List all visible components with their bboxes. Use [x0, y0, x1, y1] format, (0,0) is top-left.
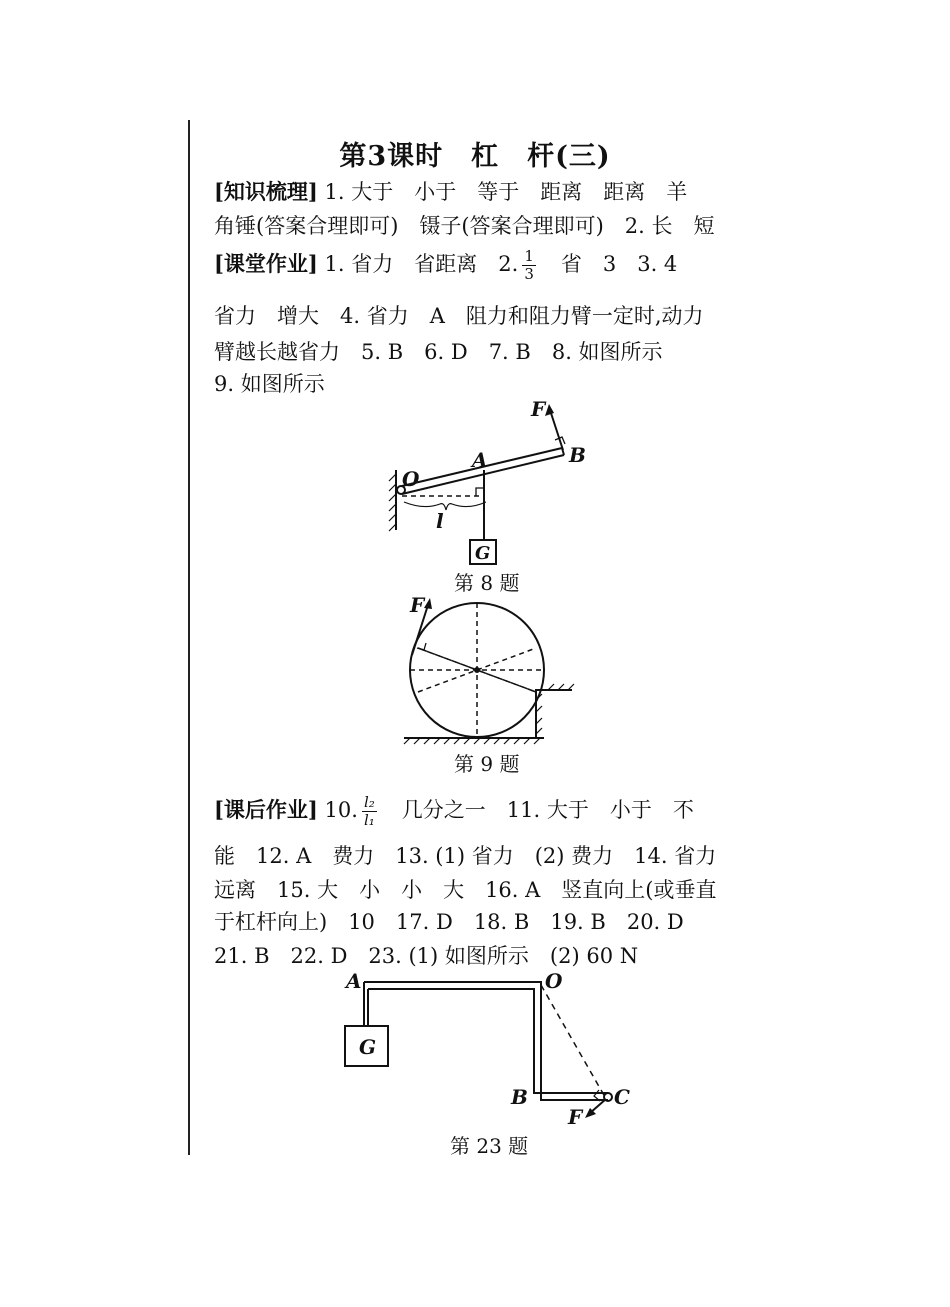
ketang-line-3: 臂越长越省力 5. B 6. D 7. B 8. 如图所示 [214, 340, 663, 364]
lesson-title: 第3课时 杠 杆(三) [339, 141, 611, 172]
kehou-line-2: 能 12. A 费力 13. (1) 省力 (2) 费力 14. 省力 [214, 844, 717, 868]
fig8-label-B: B [569, 443, 586, 467]
fig23-rod-inner [368, 989, 608, 1093]
ketang-text-a: 1. 省力 省距离 2. [317, 252, 519, 276]
ketang-text-b: 省 3 3. 4 [539, 252, 678, 276]
zhishi-tag: [知识梳理] [214, 179, 318, 204]
fig9-caption: 第 9 题 [454, 752, 520, 776]
fig23-label-A: A [346, 969, 362, 993]
kehou-line-3: 远离 15. 大 小 小 大 16. A 竖直向上(或垂直 [214, 878, 717, 902]
fig23-label-F: F [568, 1105, 583, 1129]
kehou-text-b: 几分之一 11. 大于 小于 不 [380, 798, 694, 822]
kehou-frac-num: l₂ [363, 793, 375, 811]
fig23-label-O: O [545, 969, 563, 993]
zhishi-text-1: 1. 大于 小于 等于 距离 距离 羊 [317, 180, 688, 204]
fig8-label-l: l [436, 509, 444, 533]
fig8-label-A: A [472, 448, 488, 472]
fig23-rod-outer [364, 982, 608, 1100]
fig23-label-C: C [614, 1085, 630, 1109]
ketang-frac-den: 3 [524, 265, 534, 283]
fig8-label-F: F [531, 397, 546, 421]
ketang-line-4: 9. 如图所示 [214, 372, 325, 396]
fig23-caption: 第 23 题 [450, 1134, 529, 1158]
fig8-label-G: G [475, 543, 491, 564]
zhishi-line-2: 角锤(答案合理即可) 镊子(答案合理即可) 2. 长 短 [214, 214, 715, 238]
fig9-label-F: F [410, 593, 425, 617]
ketang-tag: [课堂作业] [214, 251, 318, 276]
fig23-label-G: G [359, 1035, 377, 1059]
kehou-line-4: 于杠杆向上) 10 17. D 18. B 19. B 20. D [214, 910, 684, 934]
ketang-frac-num: 1 [524, 247, 534, 265]
kehou-tag: [课后作业] [214, 797, 318, 822]
kehou-line-5: 21. B 22. D 23. (1) 如图所示 (2) 60 N [214, 944, 639, 968]
ketang-line-2: 省力 增大 4. 省力 A 阻力和阻力臂一定时,动力 [214, 304, 704, 328]
kehou-text-a: 10. [317, 798, 358, 822]
kehou-frac-den: l₁ [363, 811, 375, 829]
fig23-label-B: B [511, 1085, 528, 1109]
fig8-caption: 第 8 题 [454, 571, 520, 595]
fig23-arm-line [541, 985, 605, 1097]
fig8-label-O: O [402, 467, 420, 491]
